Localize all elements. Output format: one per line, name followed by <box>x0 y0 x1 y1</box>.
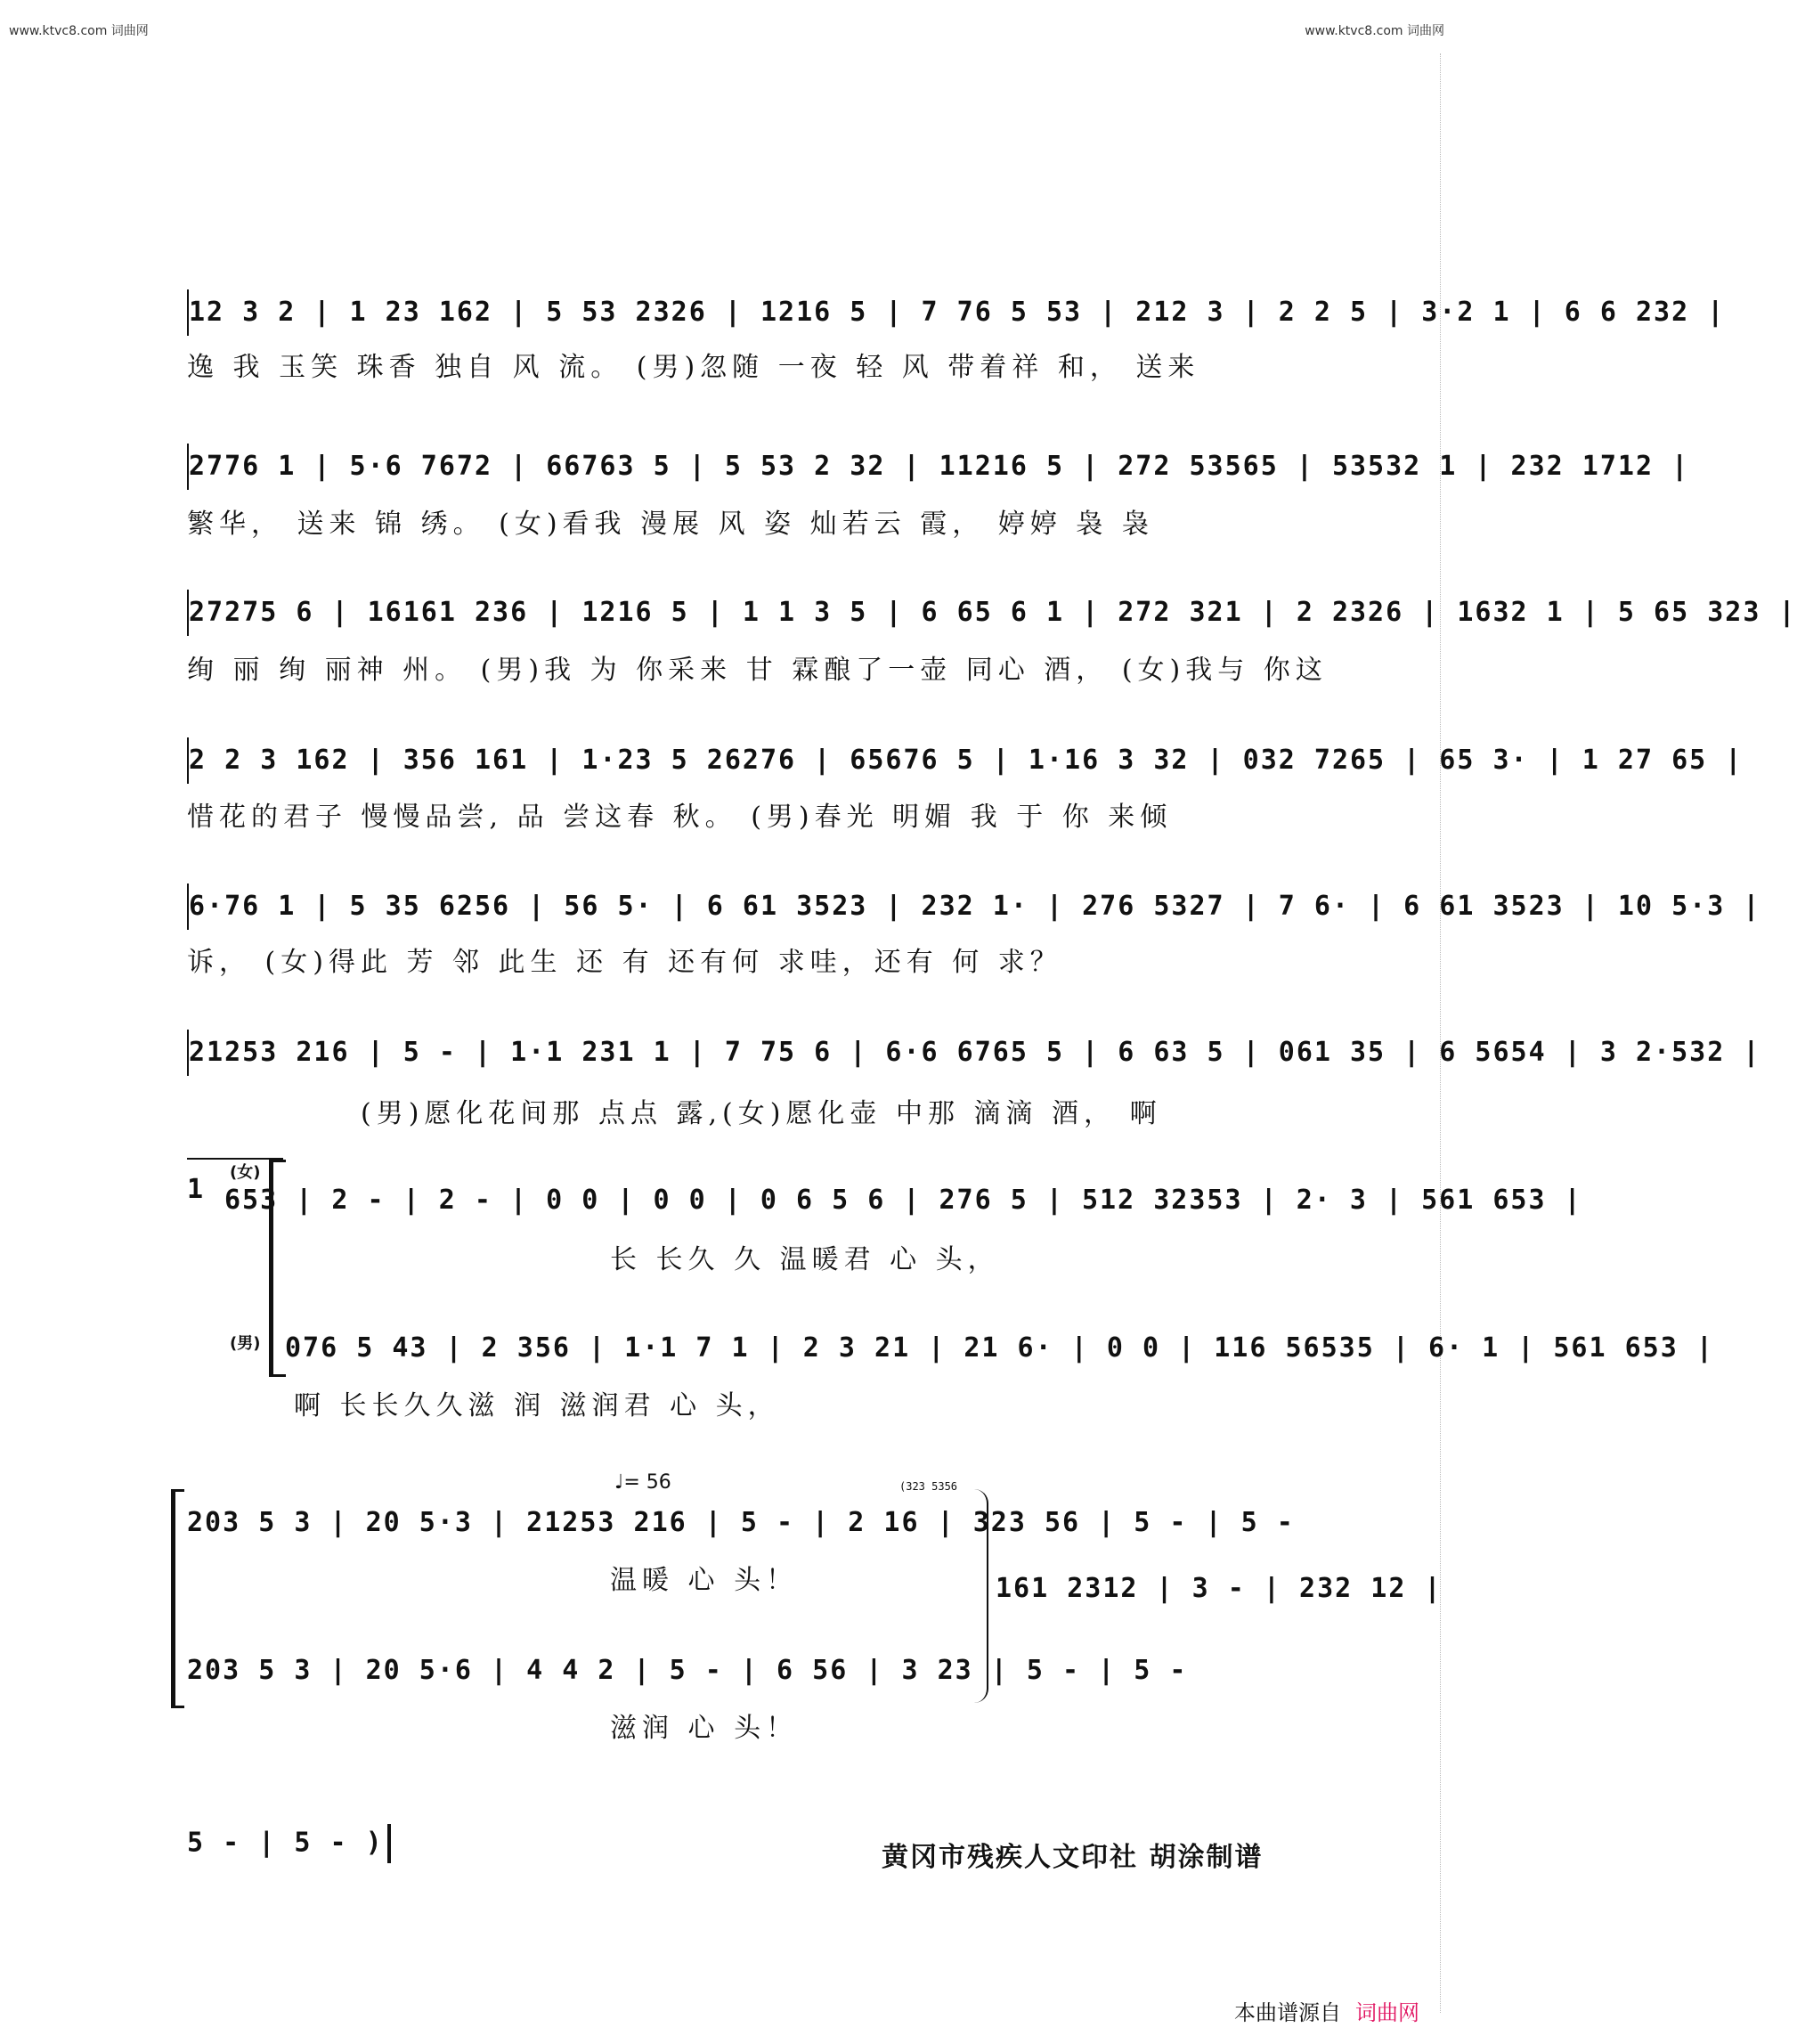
duet-1-male-label: (男) <box>230 1334 261 1353</box>
system-6-lyrics: (男)愿化花间那 点点 露,(女)愿化壶 中那 滴滴 酒， 啊 <box>361 1098 1162 1129</box>
duet-1-lead-note: 1 <box>187 1174 204 1205</box>
duet-2-bracket <box>171 1489 184 1708</box>
system-3-notes: 27275 6 | 16161 236 | 1216 5 | 1 1 3 5 | 6 65 6 1 | 272 321 | 2 2326 | 1632 1 | 5 65 323 | <box>187 590 1297 636</box>
transcriber-credit: 黄冈市残疾人文印社 胡涂制谱 <box>882 1842 1264 1873</box>
system-1-lyrics: 逸 我 玉笑 珠香 独自 风 流。 (男)忽随 一夜 轻 风 带着祥 和， 送来 <box>187 352 1200 383</box>
duet-1-female-label: (女) <box>230 1163 261 1182</box>
duet-2-female-lyrics: 温暖 心 头！ <box>610 1565 799 1596</box>
tempo-marking: ♩= 56 <box>614 1471 671 1494</box>
system-5-notes: 6·76 1 | 5 35 6256 | 56 5· | 6 61 3523 | 232 1· | 276 5327 | 7 6· | 6 61 3523 | 10 5·3 | <box>187 884 1297 930</box>
duet-1-male-notes: 076 5 43 | 2 356 | 1·1 7 1 | 2 3 21 | 21 6· | 0 0 | 116 56535 | 6· 1 | 561 653 | <box>285 1332 1714 1364</box>
system-2-notes: 2776 1 | 5·6 7672 | 66763 5 | 5 53 2 32 | 11216 5 | 272 53565 | 53532 1 | 232 1712 | <box>187 444 1297 490</box>
header-right-watermark: www.ktvc8.com 词曲网 <box>1305 24 1444 38</box>
footer <box>1234 1995 1419 2026</box>
ornament-annotation: (323 5356 <box>899 1480 958 1493</box>
system-4-lyrics: 惜花的君子 慢慢品尝, 品 尝这春 秋。 (男)春光 明媚 我 于 你 来倾 <box>187 802 1173 833</box>
final-barline <box>387 1824 391 1863</box>
system-2-lyrics: 繁华， 送来 锦 绣。 (女)看我 漫展 风 姿 灿若云 霞， 婷婷 袅 袅 <box>187 509 1154 540</box>
footer-brand-link[interactable]: 词曲网 <box>1355 2000 1419 2025</box>
ending-notes <box>187 1824 391 1863</box>
system-4-notes: 2 2 3 162 | 356 161 | 1·23 5 26276 | 65676 5 | 1·16 3 32 | 032 7265 | 65 3· | 1 27 65 | <box>187 737 1297 784</box>
duet-1-male-lyrics: 啊 长长久久滋 润 滋润君 心 头， <box>294 1390 780 1421</box>
header-left-watermark: www.ktvc8.com 词曲网 <box>9 24 149 38</box>
system-1-notes: 12 3 2 | 1 23 162 | 5 53 2326 | 1216 5 | 7 76 5 53 | 212 3 | 2 2 5 | 3·2 1 | 6 6 232 | <box>187 289 1297 336</box>
footer-source: 本曲谱源自 <box>1234 2000 1341 2025</box>
duet-2-coda-notes: 161 2312 | 3 - | 232 12 | <box>996 1573 1443 1604</box>
duet-2-female-notes: 203 5 3 | 20 5·3 | 21253 216 | 5 - | 2 16 | 323 56 | 5 - | 5 - <box>187 1507 1295 1538</box>
ending-notes-text: 5 - | 5 - ) <box>187 1827 384 1859</box>
edge-watermark-strip <box>1440 53 1451 2013</box>
system-3-lyrics: 绚 丽 绚 丽神 州。 (男)我 为 你采来 甘 霖酿了一壶 同心 酒， (女)我与 你这 <box>187 655 1328 686</box>
system-6-notes: 21253 216 | 5 - | 1·1 231 1 | 7 75 6 | 6·6 6765 5 | 6 63 5 | 061 35 | 6 5654 | 3 2·532 | <box>187 1030 1297 1076</box>
duet-1-female-lyrics: 长 长久 久 温暖君 心 头， <box>610 1244 1000 1275</box>
duet-1-female-notes: 653 | 2 - | 2 - | 0 0 | 0 0 | 0 6 5 6 | 276 5 | 512 32353 | 2· 3 | 561 653 | <box>224 1185 1582 1216</box>
system-5-lyrics: 诉， (女)得此 芳 邻 此生 还 有 还有何 求哇，还有 何 求？ <box>187 947 1062 978</box>
duet-2-male-lyrics: 滋润 心 头！ <box>610 1713 799 1744</box>
duet-2-male-notes: 203 5 3 | 20 5·6 | 4 4 2 | 5 - | 6 56 | 3 23 | 5 - | 5 - <box>187 1655 1188 1686</box>
